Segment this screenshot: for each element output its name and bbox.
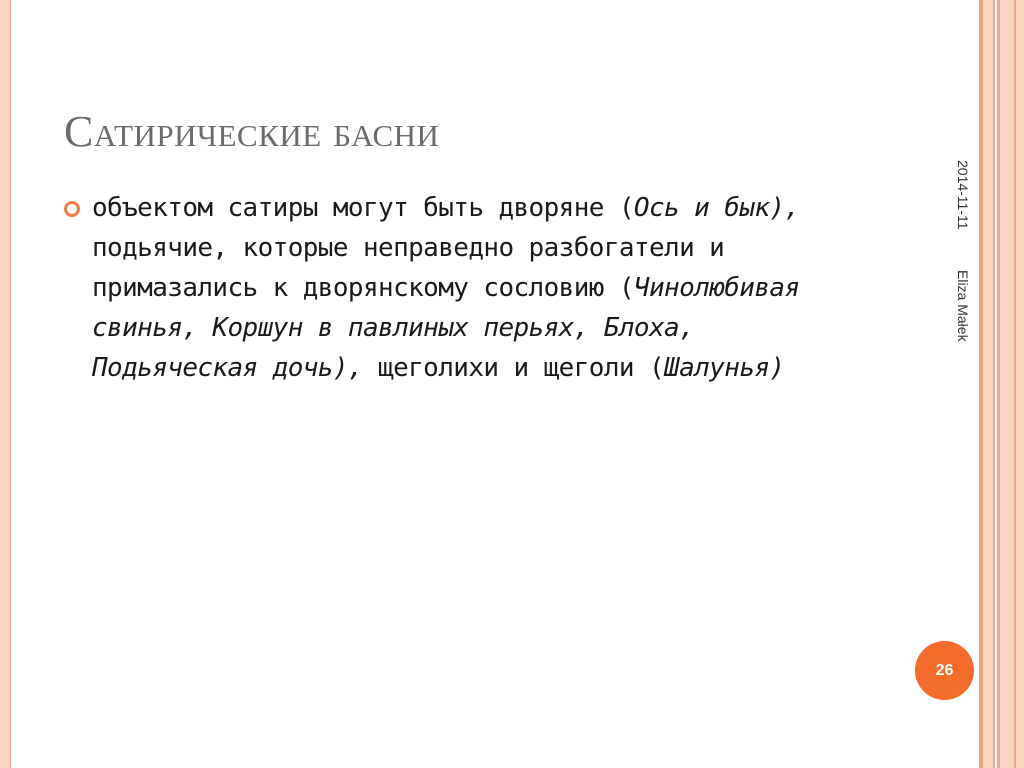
bullet-text-segment: подьячие, которые неправедно разбогатели и примазались к дворянскому сословию ( (92, 233, 725, 303)
slide-title: Сатирические басни (64, 107, 440, 156)
bullet-item (62, 188, 842, 388)
decorative-stripe (1016, 0, 1024, 768)
bullet-text-italic: Чинолюбивая свинья, Коршун в павлиных перьях, Блоха, Подьяческая дочь), (92, 273, 800, 383)
slide-content (62, 188, 842, 388)
bullet-ring-icon (64, 201, 80, 217)
bullet-text-segment: щеголихи и щеголи ( (362, 353, 665, 383)
slide-author: Eliza Małek (955, 270, 971, 342)
decorative-stripe (983, 0, 993, 768)
page-number-badge: 26 (915, 641, 974, 700)
bullet-text-segment: объектом сатиры могут быть дворяне ( (92, 193, 634, 223)
slide-date: 2014-11-11 (955, 160, 971, 230)
slide-side-meta (950, 160, 980, 420)
decorative-stripe (1000, 0, 1014, 768)
bullet-text-italic: Шалунья) (664, 353, 785, 383)
bullet-text-italic: Ось и бык), (633, 193, 800, 223)
